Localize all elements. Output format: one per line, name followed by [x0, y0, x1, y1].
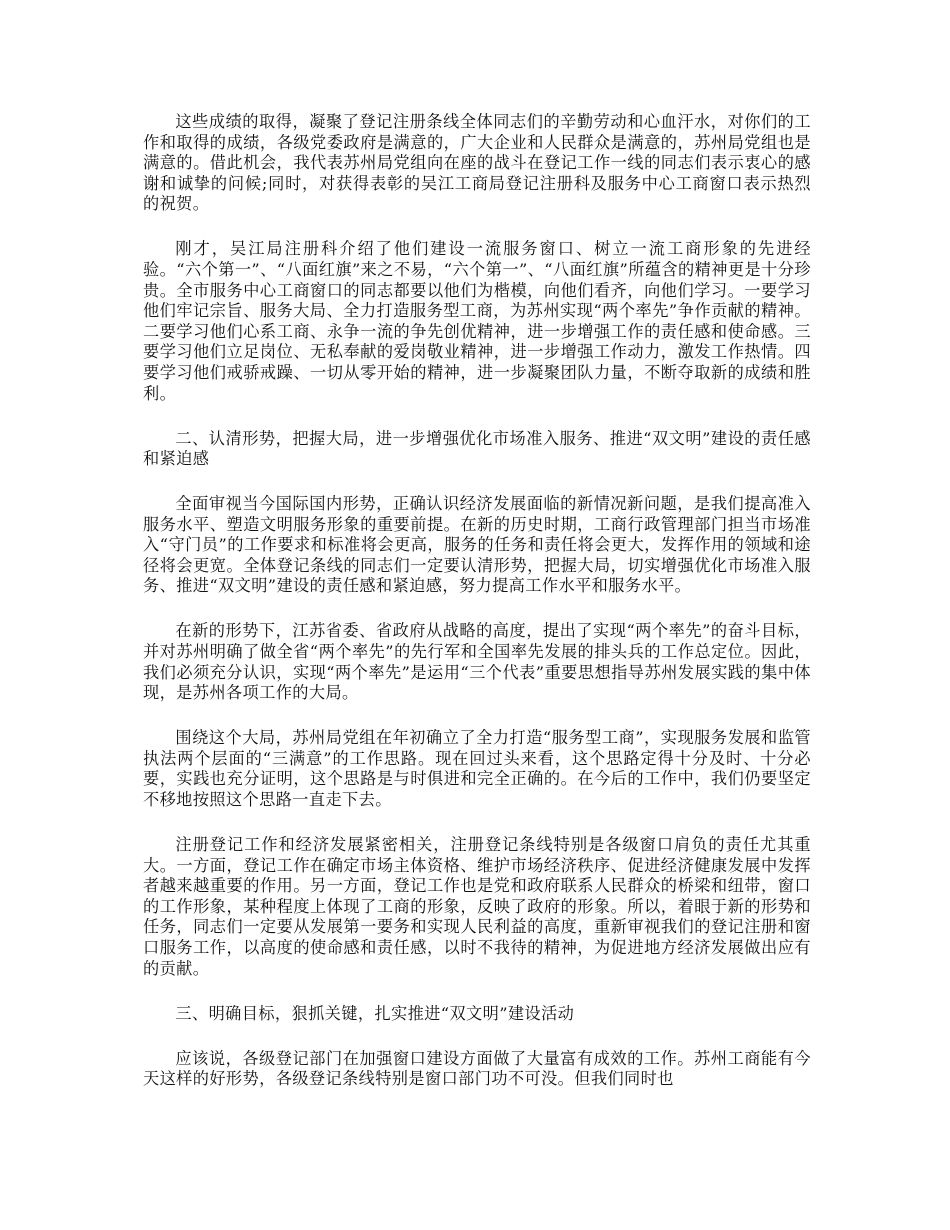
paragraph-registration-responsibility: 注册登记工作和经济发展紧密相关，注册登记条线特别是各级窗口肩负的责任尤其重大。一方面，登记工作在确定市场主体资格、维护市场经济秩序、促进经济健康发展中发挥者越来越重要的作用。另一方面，登记工作也是党和政府联系人民群众的桥梁和纽带，窗口的工作形象，某种程度上体现了工商的形象，反映了政府的形象。所以，着眼于新的形势和任务，同志们一定要从发展第一要务和实现人民利益的高度，重新审视我们的登记注册和窗口服务工作，以高度的使命感和责任感，以时不我待的精神，为促进地方经济发展做出应有的贡献。	[143, 834, 811, 978]
paragraph-situation-review: 全面审视当今国际国内形势，正确认识经济发展面临的新情况新问题，是我们提高准入服务水平、塑造文明服务形象的重要前提。在新的历史时期，工商行政管理部门担当市场准入“守门员”的工作要求和标准将会更高，服务的任务和责任将会更大，发挥作用的领域和途径将会更宽。全体登记条线的同志们一定要认清形势，把握大局，切实增强优化市场准入服务、推进“双文明”建设的责任感和紧迫感，努力提高工作水平和服务水平。	[143, 494, 811, 596]
paragraph-wujiang-experience: 刚才，吴江局注册科介绍了他们建设一流服务窗口、树立一流工商形象的先进经验。“六个第一”、“八面红旗”来之不易，“六个第一”、“八面红旗”所蕴含的精神更是十分珍贵。全市服务中心工商窗口的同志都要以他们为楷模，向他们看齐，向他们学习。一要学习他们牢记宗旨、服务大局、全力打造服务型工商，为苏州实现“两个率先”争作贡献的精神。二要学习他们心系工商、永争一流的争先创优精神，进一步增强工作的责任感和使命感。三要学习他们立足岗位、无私奉献的爱岗敬业精神，进一步增强工作动力，激发工作热情。四要学习他们戒骄戒躁、一切从零开始的精神，进一步凝聚团队力量，不断夺取新的成绩和胜利。	[143, 239, 811, 403]
section-heading-2: 二、认清形势，把握大局，进一步增强优化市场准入服务、推进“双文明”建设的责任感和紧迫感	[143, 428, 811, 469]
paragraph-service-oriented: 围绕这个大局，苏州局党组在年初确立了全力打造“服务型工商”，实现服务发展和监管执法两个层面的“三满意”的工作思路。现在回过头来看，这个思路定得十分及时、十分必要，实践也充分证明，这个思路是与时俱进和完全正确的。在今后的工作中，我们仍要坚定不移地按照这个思路一直走下去。	[143, 728, 811, 809]
section-heading-3: 三、明确目标，狠抓关键，扎实推进“双文明”建设活动	[175, 1003, 575, 1023]
document-page	[143, 112, 811, 1090]
paragraph-two-firsts: 在新的形势下，江苏省委、省政府从战略的高度，提出了实现“两个率先”的奋斗目标，并对苏州明确了做全省“两个率先”的先行军和全国率先发展的排头兵的工作总定位。因此，我们必须充分认识，实现“两个率先”是运用“三个代表”重要思想指导苏州发展实践的集中体现，是苏州各项工作的大局。	[143, 621, 811, 703]
paragraph-gratitude: 这些成绩的取得，凝聚了登记注册条线全体同志们的辛勤劳动和心血汗水，对你们的工作和取得的成绩，各级党委政府是满意的，广大企业和人民群众是满意的，苏州局党组也是满意的。借此机会，我代表苏州局党组向在座的战斗在登记工作一线的同志们表示衷心的感谢和诚挚的问候;同时，对获得表彰的吴江工商局登记注册科及服务中心工商窗口表示热烈的祝贺。	[143, 112, 811, 214]
paragraph-window-construction: 应该说，各级登记部门在加强窗口建设方面做了大量富有成效的工作。苏州工商能有今天这样的好形势，各级登记条线特别是窗口部门功不可没。但我们同时也	[143, 1048, 811, 1089]
